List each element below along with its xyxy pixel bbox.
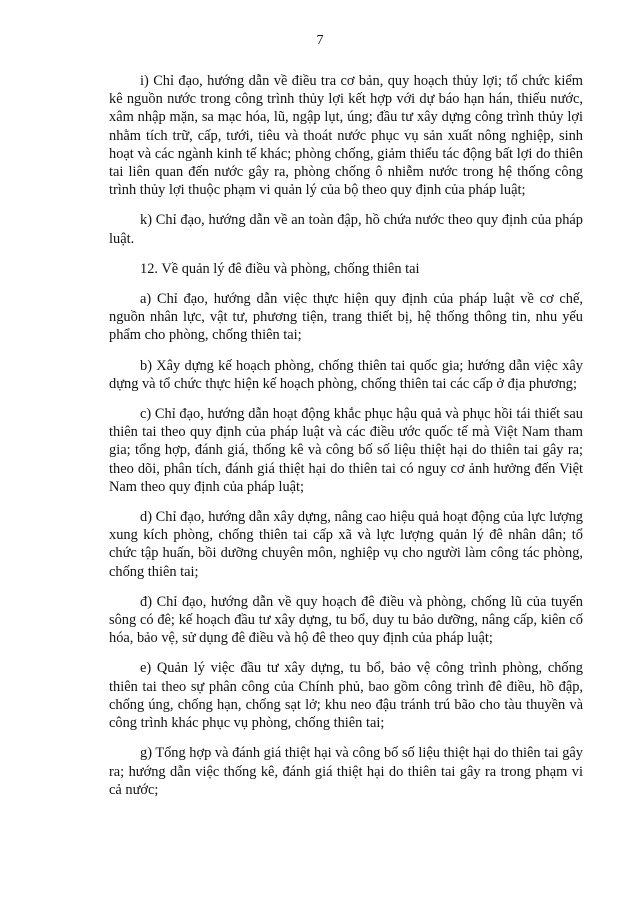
paragraph-item-d: d) Chỉ đạo, hướng dẫn xây dựng, nâng cao hiệu quả hoạt động của lực lượng xung kích phòng, chống thiên tai cấp xã và lực lượng quản lý đê nhân dân; tổ chức tập huấn, bồi dưỡng chuyên môn, nghiệp vụ cho người làm công tác phòng, chống thiên tai;: [109, 509, 583, 580]
document-body: [109, 72, 583, 811]
paragraph-item-i: i) Chỉ đạo, hướng dẫn về điều tra cơ bản, quy hoạch thủy lợi; tổ chức kiểm kê nguồn nước trong công trình thủy lợi kết hợp với dự báo hạn hán, thiếu nước, xâm nhập mặn, sa mạc hóa, lũ, ngập lụt, úng; đầu tư xây dựng công trình thủy lợi nhằm tích trữ, cấp, tưới, tiêu và thoát nước phục vụ sản xuất nông nghiệp, sinh hoạt và các ngành kinh tế khác; phòng chống, giảm thiểu tác động bất lợi do thiên tai liên quan đến nước gây ra, phòng chống ô nhiễm nước trong hệ thống công trình thủy lợi thuộc phạm vi quản lý của bộ theo quy định của pháp luật;: [109, 73, 583, 199]
paragraph-item-k: k) Chỉ đạo, hướng dẫn về an toàn đập, hồ chứa nước theo quy định của pháp luật.: [109, 212, 583, 247]
paragraph-item-e: e) Quản lý việc đầu tư xây dựng, tu bổ, bảo vệ công trình phòng, chống thiên tai theo sự phân công của Chính phủ, bao gồm công trình đê điều, hồ đập, chống úng, chống hạn, chống sạt lở; khu neo đậu tránh trú bão cho tàu thuyền và công trình khác phục vụ phòng, chống thiên tai;: [109, 660, 583, 732]
paragraph-item-c: c) Chỉ đạo, hướng dẫn hoạt động khắc phục hậu quả và phục hồi tái thiết sau thiên tai theo quy định của pháp luật và các điều ước quốc tế mà Việt Nam tham gia; tổng hợp, đánh giá, thống kê và công bố số liệu thiệt hại do thiên tai gây ra; theo dõi, phân tích, đánh giá thiệt hại do thiên tai có nguy cơ ảnh hưởng đến Việt Nam theo quy định của pháp luật;: [109, 406, 583, 495]
section-heading-12: 12. Về quản lý đê điều và phòng, chống thiên tai: [140, 260, 420, 277]
page-number: 7: [316, 33, 324, 48]
paragraph-item-b: b) Xây dựng kế hoạch phòng, chống thiên tai quốc gia; hướng dẫn việc xây dựng và tổ chức thực hiện kế hoạch phòng, chống thiên tai các cấp ở địa phương;: [109, 357, 583, 392]
paragraph-item-g: g) Tổng hợp và đánh giá thiệt hại và công bố số liệu thiệt hại do thiên tai gây ra; hướng dẫn việc thống kê, đánh giá thiệt hại do thiên tai gây ra trong phạm vi cả nước;: [109, 745, 583, 798]
paragraph-item-a: a) Chỉ đạo, hướng dẫn việc thực hiện quy định của pháp luật về cơ chế, nguồn nhân lực, vật tư, phương tiện, trang thiết bị, hệ thống thông tin, nhu yếu phẩm cho phòng, chống thiên tai;: [109, 291, 583, 344]
paragraph-item-dd: đ) Chỉ đạo, hướng dẫn về quy hoạch đê điều và phòng, chống lũ của tuyến sông có đê; kế hoạch đầu tư xây dựng, tu bổ, duy tu bảo dưỡng, nâng cấp, kiên cố hóa, bảo vệ, sử dụng đê điều và hộ đê theo quy định của pháp luật;: [109, 593, 583, 647]
